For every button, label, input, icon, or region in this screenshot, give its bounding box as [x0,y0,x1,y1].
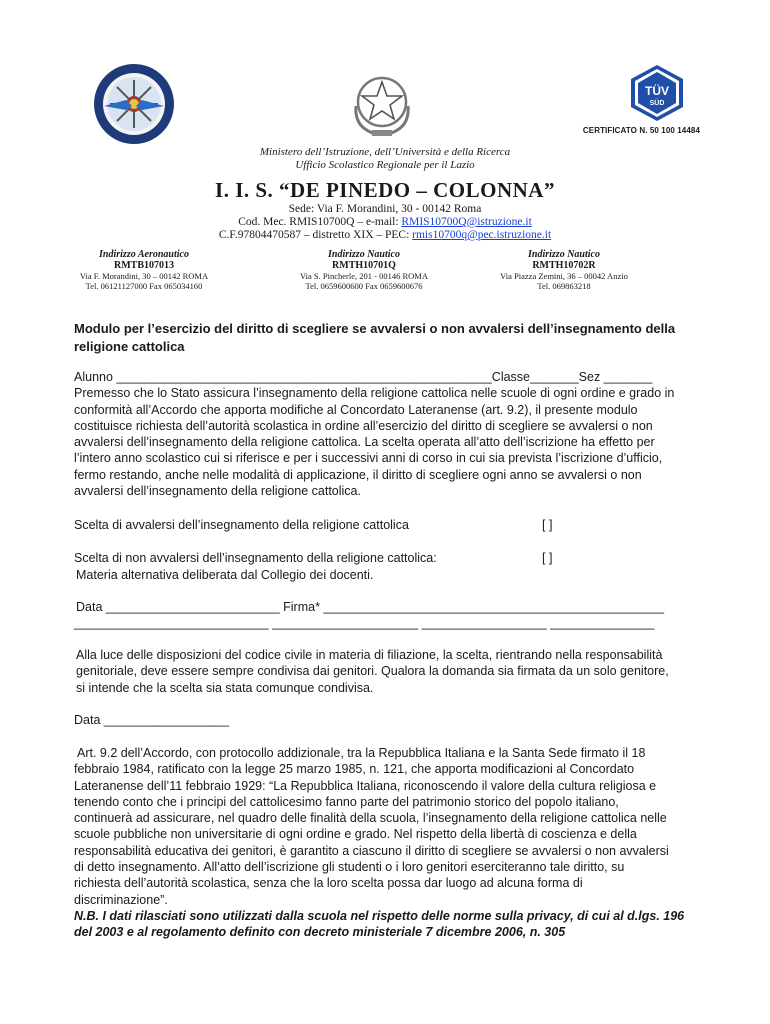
tuv-certification-logo [628,64,686,122]
article-line: scuole pubbliche non universitarie di ogni ordine e grado. Nel rispetto della libertà di coscienza e della [74,827,637,842]
form-title-line: Modulo per l’esercizio del diritto di scegliere se avvalersi o non avvalersi dell’insegnamento della [74,321,676,336]
premessa-line: conformità all’Accordo che apporta modifiche al Concordato Lateranense (art. 9.2), il presente modulo [74,402,638,417]
signature-blank-line[interactable]: ____________________________ _____________________ __________________ _______________ [74,616,655,630]
parents-note [76,647,706,696]
branch-address: Via S. Pincherle, 201 - 00146 ROMA [300,271,428,281]
branch-address: Via F. Morandini, 30 – 00142 ROMA [79,271,209,281]
branch-nautico-anzio [454,249,674,291]
branch-aeronautico [34,249,254,291]
choice-no-checkbox[interactable]: [ ] [542,551,553,565]
premessa-line: costituisce richiesta dell’autorità scolastica in ordine all’esercizio del diritto di scegliere se avvalersi o non [74,418,653,433]
cf-line [0,229,770,241]
branch-code: RMTH10701Q [332,260,396,271]
form-title-line: religione cattolica [74,339,185,354]
branch-code: RMTH10702R [532,260,596,271]
branch-name: Indirizzo Nautico [328,249,400,260]
article-line: Art. 9.2 dell’Accordo, con protocollo addizionale, tra la Repubblica Italiana e la Santa Sede firmato il 18 [77,746,646,760]
cf-text: C.F.97804470587 – distretto XIX – PEC: [218,229,413,241]
premessa-line: Premesso che lo Stato assicura l’insegnamento della religione cattolica nelle scuole di ogni ordine e grado in [74,386,675,401]
parents-note-line: Alla luce delle disposizioni del codice civile in materia di filiazione, la scelta, rientrando nella responsabilità [76,648,663,662]
article-line: di detto insegnamento. All’atto dell’iscrizione gli studenti o i loro genitori eserciteranno tale diritto, su [74,860,625,875]
italian-republic-emblem [350,66,414,140]
parents-note-line: si intende che la scelta sia stata comunque condivisa. [76,680,374,695]
cod-mec-line [0,216,770,228]
article-text [74,745,704,941]
premessa-line: fermo restando, anche nelle modalità di applicazione, il diritto di scegliere ogni anno se avvalersi o non [74,467,642,482]
alternative-subject-note: Materia alternativa deliberata dal Collegio dei docenti. [76,568,374,582]
branch-phone: Tel. 0659600600 Fax 0659600676 [305,281,423,291]
article-line: richiesta dell’autorità scolastica, senza che la loro scelta possa dar luogo ad alcuna forma di [74,876,583,891]
privacy-note-line: del 2003 e al regolamento definito con decreto ministeriale 7 dicembre 2006, n. 305 [74,925,566,940]
premessa-block [74,369,704,499]
privacy-note-line: N.B. I dati rilasciati sono utilizzati dalla scuola nel rispetto delle norme sulla privacy, di cui al d.lgs. 196 [74,908,685,923]
branch-phone: Tel. 069863218 [537,281,591,291]
branch-nautico-roma [254,249,474,291]
choice-no-label: Scelta di non avvalersi dell’insegnamento della religione cattolica: [74,551,437,565]
branch-name: Indirizzo Aeronautico [99,249,189,260]
branch-phone: Tel. 06121127000 Fax 065034160 [85,281,203,291]
premessa-line: avvalersi dell’insegnamento della religione cattolica. La scelta operata all’atto dell’iscrizione ha effetto per [74,435,655,450]
article-line: Lateranense dell’11 febbraio 1929: “La Repubblica Italiana, riconoscendo il valore della cultura religiosa e [74,778,657,793]
article-line: responsabilità educativa dei genitori, è garantito a ciascuno il diritto di scegliere se avvalersi o non avvalersi [74,843,669,858]
ministry-line: Ministero dell’Istruzione, dell’Università e della Ricerca [259,146,511,158]
pec-link[interactable]: rmis10700q@pec.istruzione.it [412,229,552,241]
school-seal-logo [92,62,176,146]
date-field-2[interactable]: Data __________________ [74,713,230,727]
sud-text: SÜD [649,100,665,107]
branch-code: RMTB107013 [114,260,174,271]
premessa-line: avvalersi dell’insegnamento della religione cattolica. [74,484,361,499]
tuv-text: TÜV [645,84,669,98]
premessa-line: l’intero anno scolastico cui si riferisce e per i successivi anni di corso in cui sia prevista l’iscrizione d’ufficio, [74,451,663,466]
school-title: I. I. S. “DE PINEDO – COLONNA” [215,178,555,202]
form-title [74,320,694,356]
certificate-number: CERTIFICATO N. 50 100 14484 [582,126,700,135]
choice-yes-checkbox[interactable]: [ ] [542,518,553,532]
article-line: febbraio 1984, ratificato con la legge 25 marzo 1985, n. 121, che apporta modificazioni al Concordato [74,762,635,777]
student-fields-line[interactable]: Alunno ______________________________________________________Classe_______Sez _______ [74,370,653,384]
cod-mec-text: Cod. Mec. RMIS10700Q – e-mail: [238,216,402,228]
school-address: Sede: Via F. Morandini, 30 - 00142 Roma [288,203,482,215]
email-link[interactable]: RMIS10700Q@istruzione.it [401,216,532,228]
article-line: tenendo conto che i principi del cattolicesimo fanno parte del patrimonio storico del popolo italiano, [74,794,619,809]
parents-note-line: genitoriale, deve essere sempre condivisa dai genitori. Qualora la domanda sia firmata da un solo genitore, [76,664,669,679]
choice-yes-label: Scelta di avvalersi dell’insegnamento della religione cattolica [74,518,409,532]
branch-name: Indirizzo Nautico [528,249,600,260]
regional-office-line: Ufficio Scolastico Regionale per il Lazio [295,159,475,171]
date-signature-line[interactable]: Data _________________________ Firma* _________________________________________________ [76,600,665,614]
article-line: discriminazione”. [74,892,168,907]
article-line: continuerà ad assicurare, nel quadro delle finalità della scuola, l’insegnamento della religione cattolica nelle [74,811,667,826]
branch-address: Via Piazza Zemini, 36 – 00042 Anzio [500,271,628,281]
